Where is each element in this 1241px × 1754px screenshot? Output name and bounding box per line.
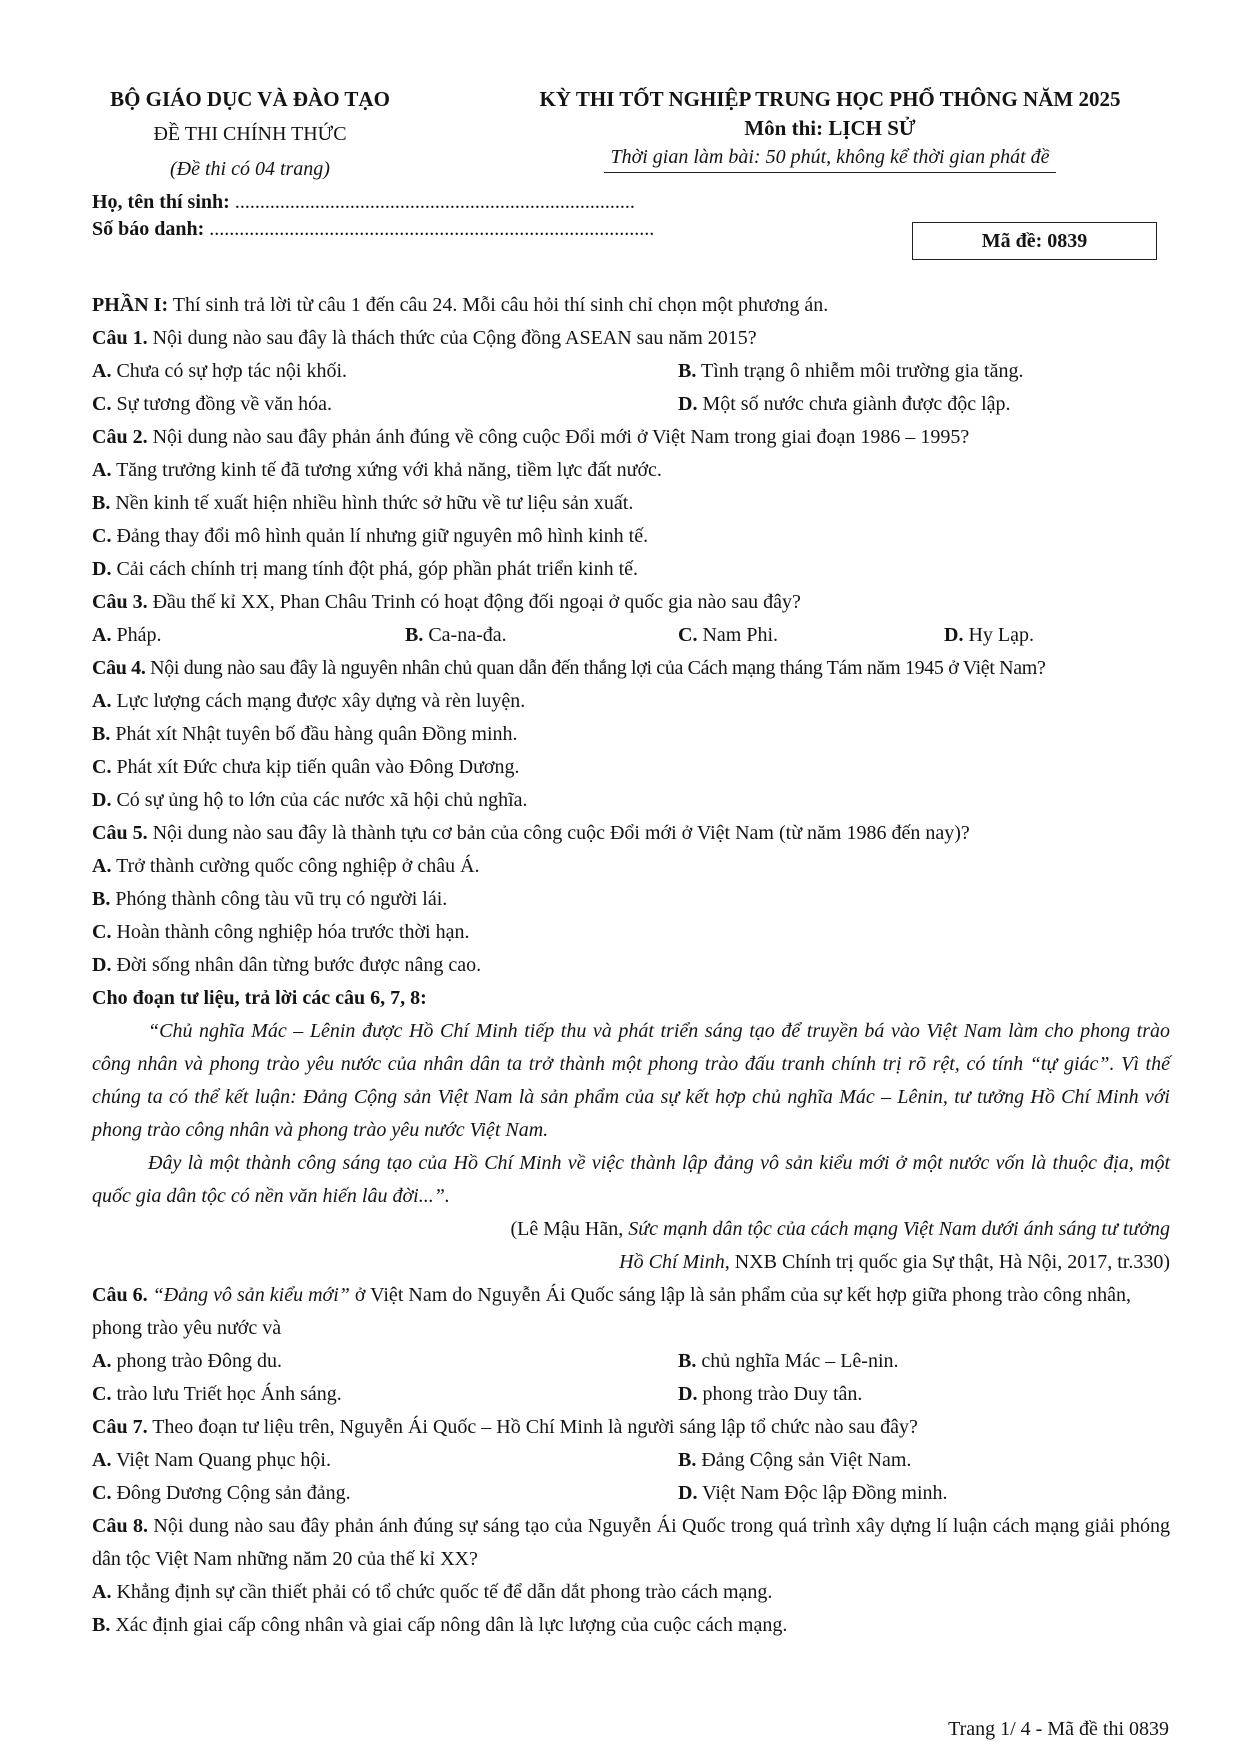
option-d[interactable]: D. phong trào Duy tân. xyxy=(678,1383,863,1405)
exam-title: KỲ THI TỐT NGHIỆP TRUNG HỌC PHỔ THÔNG NĂM 2025 xyxy=(539,87,1121,111)
question-7-options-row2 xyxy=(92,1477,1170,1510)
option-b[interactable]: B. chủ nghĩa Mác – Lê-nin. xyxy=(678,1350,899,1372)
time-note: Thời gian làm bài: 50 phút, không kể thời gian phát đề xyxy=(604,142,1055,173)
option-d[interactable]: D. Có sự ủng hộ to lớn của các nước xã hội chủ nghĩa. xyxy=(92,789,528,811)
question-5: Câu 5. Nội dung nào sau đây là thành tựu cơ bản của công cuộc Đổi mới ở Việt Nam (từ năm 1986 đến nay)? xyxy=(92,822,970,844)
option-b[interactable]: B. Xác định giai cấp công nhân và giai cấp nông dân là lực lượng của cuộc cách mạng. xyxy=(92,1614,788,1636)
question-3-options xyxy=(92,619,1170,652)
option-d[interactable]: D. Cải cách chính trị mang tính đột phá, góp phần phát triển kinh tế. xyxy=(92,558,638,580)
candidate-name-line xyxy=(92,189,635,215)
option-c[interactable]: C. Hoàn thành công nghiệp hóa trước thời hạn. xyxy=(92,921,470,943)
option-b[interactable]: B. Tình trạng ô nhiễm môi trường gia tăng. xyxy=(678,360,1024,382)
question-3: Câu 3. Đầu thế kỉ XX, Phan Châu Trinh có hoạt động đối ngoại ở quốc gia nào sau đây? xyxy=(92,591,801,613)
header-right xyxy=(505,84,1155,173)
ministry-title: BỘ GIÁO DỤC VÀ ĐÀO TẠO xyxy=(110,87,390,111)
question-6-options-row2 xyxy=(92,1378,1170,1411)
option-d[interactable]: D. Một số nước chưa giành được độc lập. xyxy=(678,393,1011,415)
question-6: Câu 6. “Đảng vô sản kiểu mới” ở Việt Nam do Nguyễn Ái Quốc sáng lập là sản phẩm của sự kết hợp giữa phong trào công nhân, phong trào yêu nước và xyxy=(92,1284,1132,1339)
question-6-options-row1 xyxy=(92,1345,1170,1378)
page-count-note: (Đề thi có 04 trang) xyxy=(170,158,330,180)
part-instructions: PHẦN I: Thí sinh trả lời từ câu 1 đến câu 24. Mỗi câu hỏi thí sinh chỉ chọn một phương án. xyxy=(92,294,829,316)
passage-source-line-1: (Lê Mậu Hãn, Sức mạnh dân tộc của cách mạng Việt Nam dưới ánh sáng tư tưởng xyxy=(510,1218,1170,1240)
exam-body xyxy=(92,289,1170,1642)
passage-paragraph-2: Đây là một thành công sáng tạo của Hồ Chí Minh về việc thành lập đảng vô sản kiểu mới ở một nước vốn là thuộc địa, một quốc gia dân tộc có nền văn hiến lâu đời...”. xyxy=(92,1152,1170,1207)
candidate-id-label: Số báo danh: xyxy=(92,218,205,240)
option-a[interactable]: A. Chưa có sự hợp tác nội khối. xyxy=(92,360,348,382)
question-2: Câu 2. Nội dung nào sau đây phản ánh đúng về công cuộc Đổi mới ở Việt Nam trong giai đoạn 1986 – 1995? xyxy=(92,426,970,448)
question-7-options-row1 xyxy=(92,1444,1170,1477)
candidate-name-field[interactable]: ................................................................................ xyxy=(234,191,635,213)
passage-source-line-2: Hồ Chí Minh, NXB Chính trị quốc gia Sự thật, Hà Nội, 2017, tr.330) xyxy=(619,1251,1170,1273)
option-c[interactable]: C. trào lưu Triết học Ánh sáng. xyxy=(92,1383,342,1405)
option-c[interactable]: C. Phát xít Đức chưa kịp tiến quân vào Đông Dương. xyxy=(92,756,520,778)
option-b[interactable]: B. Ca-na-đa. xyxy=(405,624,507,646)
option-a[interactable]: A. Trở thành cường quốc công nghiệp ở châu Á. xyxy=(92,855,480,877)
passage-paragraph-1: “Chủ nghĩa Mác – Lênin được Hồ Chí Minh tiếp thu và phát triển sáng tạo để truyền bá vào Việt Nam làm cho phong trào công nhân và phong trào yêu nước của nhân dân ta trở thành một phong trào đấu tranh chính trị rõ rệt, có tính “tự giác”. Vì thế chúng ta có thể kết luận: Đảng Cộng sản Việt Nam là sản phẩm của sự kết hợp chủ nghĩa Mác – Lênin, tư tưởng Hồ Chí Minh với phong trào công nhân và phong trào yêu nước Việt Nam. xyxy=(92,1020,1170,1141)
option-d[interactable]: D. Hy Lạp. xyxy=(944,624,1034,646)
option-a[interactable]: A. Lực lượng cách mạng được xây dựng và rèn luyện. xyxy=(92,690,526,712)
page-footer: Trang 1/ 4 - Mã đề thi 0839 xyxy=(948,1718,1169,1740)
option-a[interactable]: A. Pháp. xyxy=(92,624,162,646)
candidate-id-line xyxy=(92,216,654,242)
passage-intro: Cho đoạn tư liệu, trả lời các câu 6, 7, 8: xyxy=(92,987,427,1009)
question-1: Câu 1. Nội dung nào sau đây là thách thức của Cộng đồng ASEAN sau năm 2015? xyxy=(92,327,757,349)
option-c[interactable]: C. Đảng thay đổi mô hình quản lí nhưng giữ nguyên mô hình kinh tế. xyxy=(92,525,649,547)
option-b[interactable]: B. Đảng Cộng sản Việt Nam. xyxy=(678,1449,912,1471)
option-a[interactable]: A. Khẳng định sự cần thiết phải có tổ chức quốc tế để dẫn dắt phong trào cách mạng. xyxy=(92,1581,773,1603)
option-b[interactable]: B. Nền kinh tế xuất hiện nhiều hình thức sở hữu về tư liệu sản xuất. xyxy=(92,492,634,514)
option-d[interactable]: D. Việt Nam Độc lập Đồng minh. xyxy=(678,1482,948,1504)
question-1-options-row1 xyxy=(92,355,1170,388)
subject-title: Môn thi: LỊCH SỬ xyxy=(744,116,916,140)
option-c[interactable]: C. Nam Phi. xyxy=(678,624,779,646)
candidate-id-field[interactable]: ......................................................................................... xyxy=(209,218,655,240)
option-d[interactable]: D. Đời sống nhân dân từng bước được nâng cao. xyxy=(92,954,482,976)
option-a[interactable]: A. phong trào Đông du. xyxy=(92,1350,282,1372)
option-a[interactable]: A. Tăng trưởng kinh tế đã tương xứng với khả năng, tiềm lực đất nước. xyxy=(92,459,662,481)
header-left xyxy=(95,84,405,183)
question-8: Câu 8. Nội dung nào sau đây phản ánh đúng sự sáng tạo của Nguyễn Ái Quốc trong quá trình xây dựng lí luận cách mạng giải phóng dân tộc Việt Nam những năm 20 của thế kỉ XX? xyxy=(92,1515,1170,1570)
option-c[interactable]: C. Đông Dương Cộng sản đảng. xyxy=(92,1482,351,1504)
candidate-name-label: Họ, tên thí sinh: xyxy=(92,191,230,213)
option-b[interactable]: B. Phát xít Nhật tuyên bố đầu hàng quân Đồng minh. xyxy=(92,723,518,745)
option-a[interactable]: A. Việt Nam Quang phục hội. xyxy=(92,1449,331,1471)
option-c[interactable]: C. Sự tương đồng về văn hóa. xyxy=(92,393,333,415)
question-7: Câu 7. Theo đoạn tư liệu trên, Nguyễn Ái Quốc – Hồ Chí Minh là người sáng lập tổ chức nào sau đây? xyxy=(92,1416,918,1438)
option-b[interactable]: B. Phóng thành công tàu vũ trụ có người lái. xyxy=(92,888,448,910)
official-exam-label: ĐỀ THI CHÍNH THỨC xyxy=(153,123,347,145)
exam-code-box: Mã đề: 0839 xyxy=(912,222,1157,260)
question-4: Câu 4. Nội dung nào sau đây là nguyên nhân chủ quan dẫn đến thắng lợi của Cách mạng tháng Tám năm 1945 ở Việt Nam? xyxy=(92,657,1046,679)
question-1-options-row2 xyxy=(92,388,1170,421)
